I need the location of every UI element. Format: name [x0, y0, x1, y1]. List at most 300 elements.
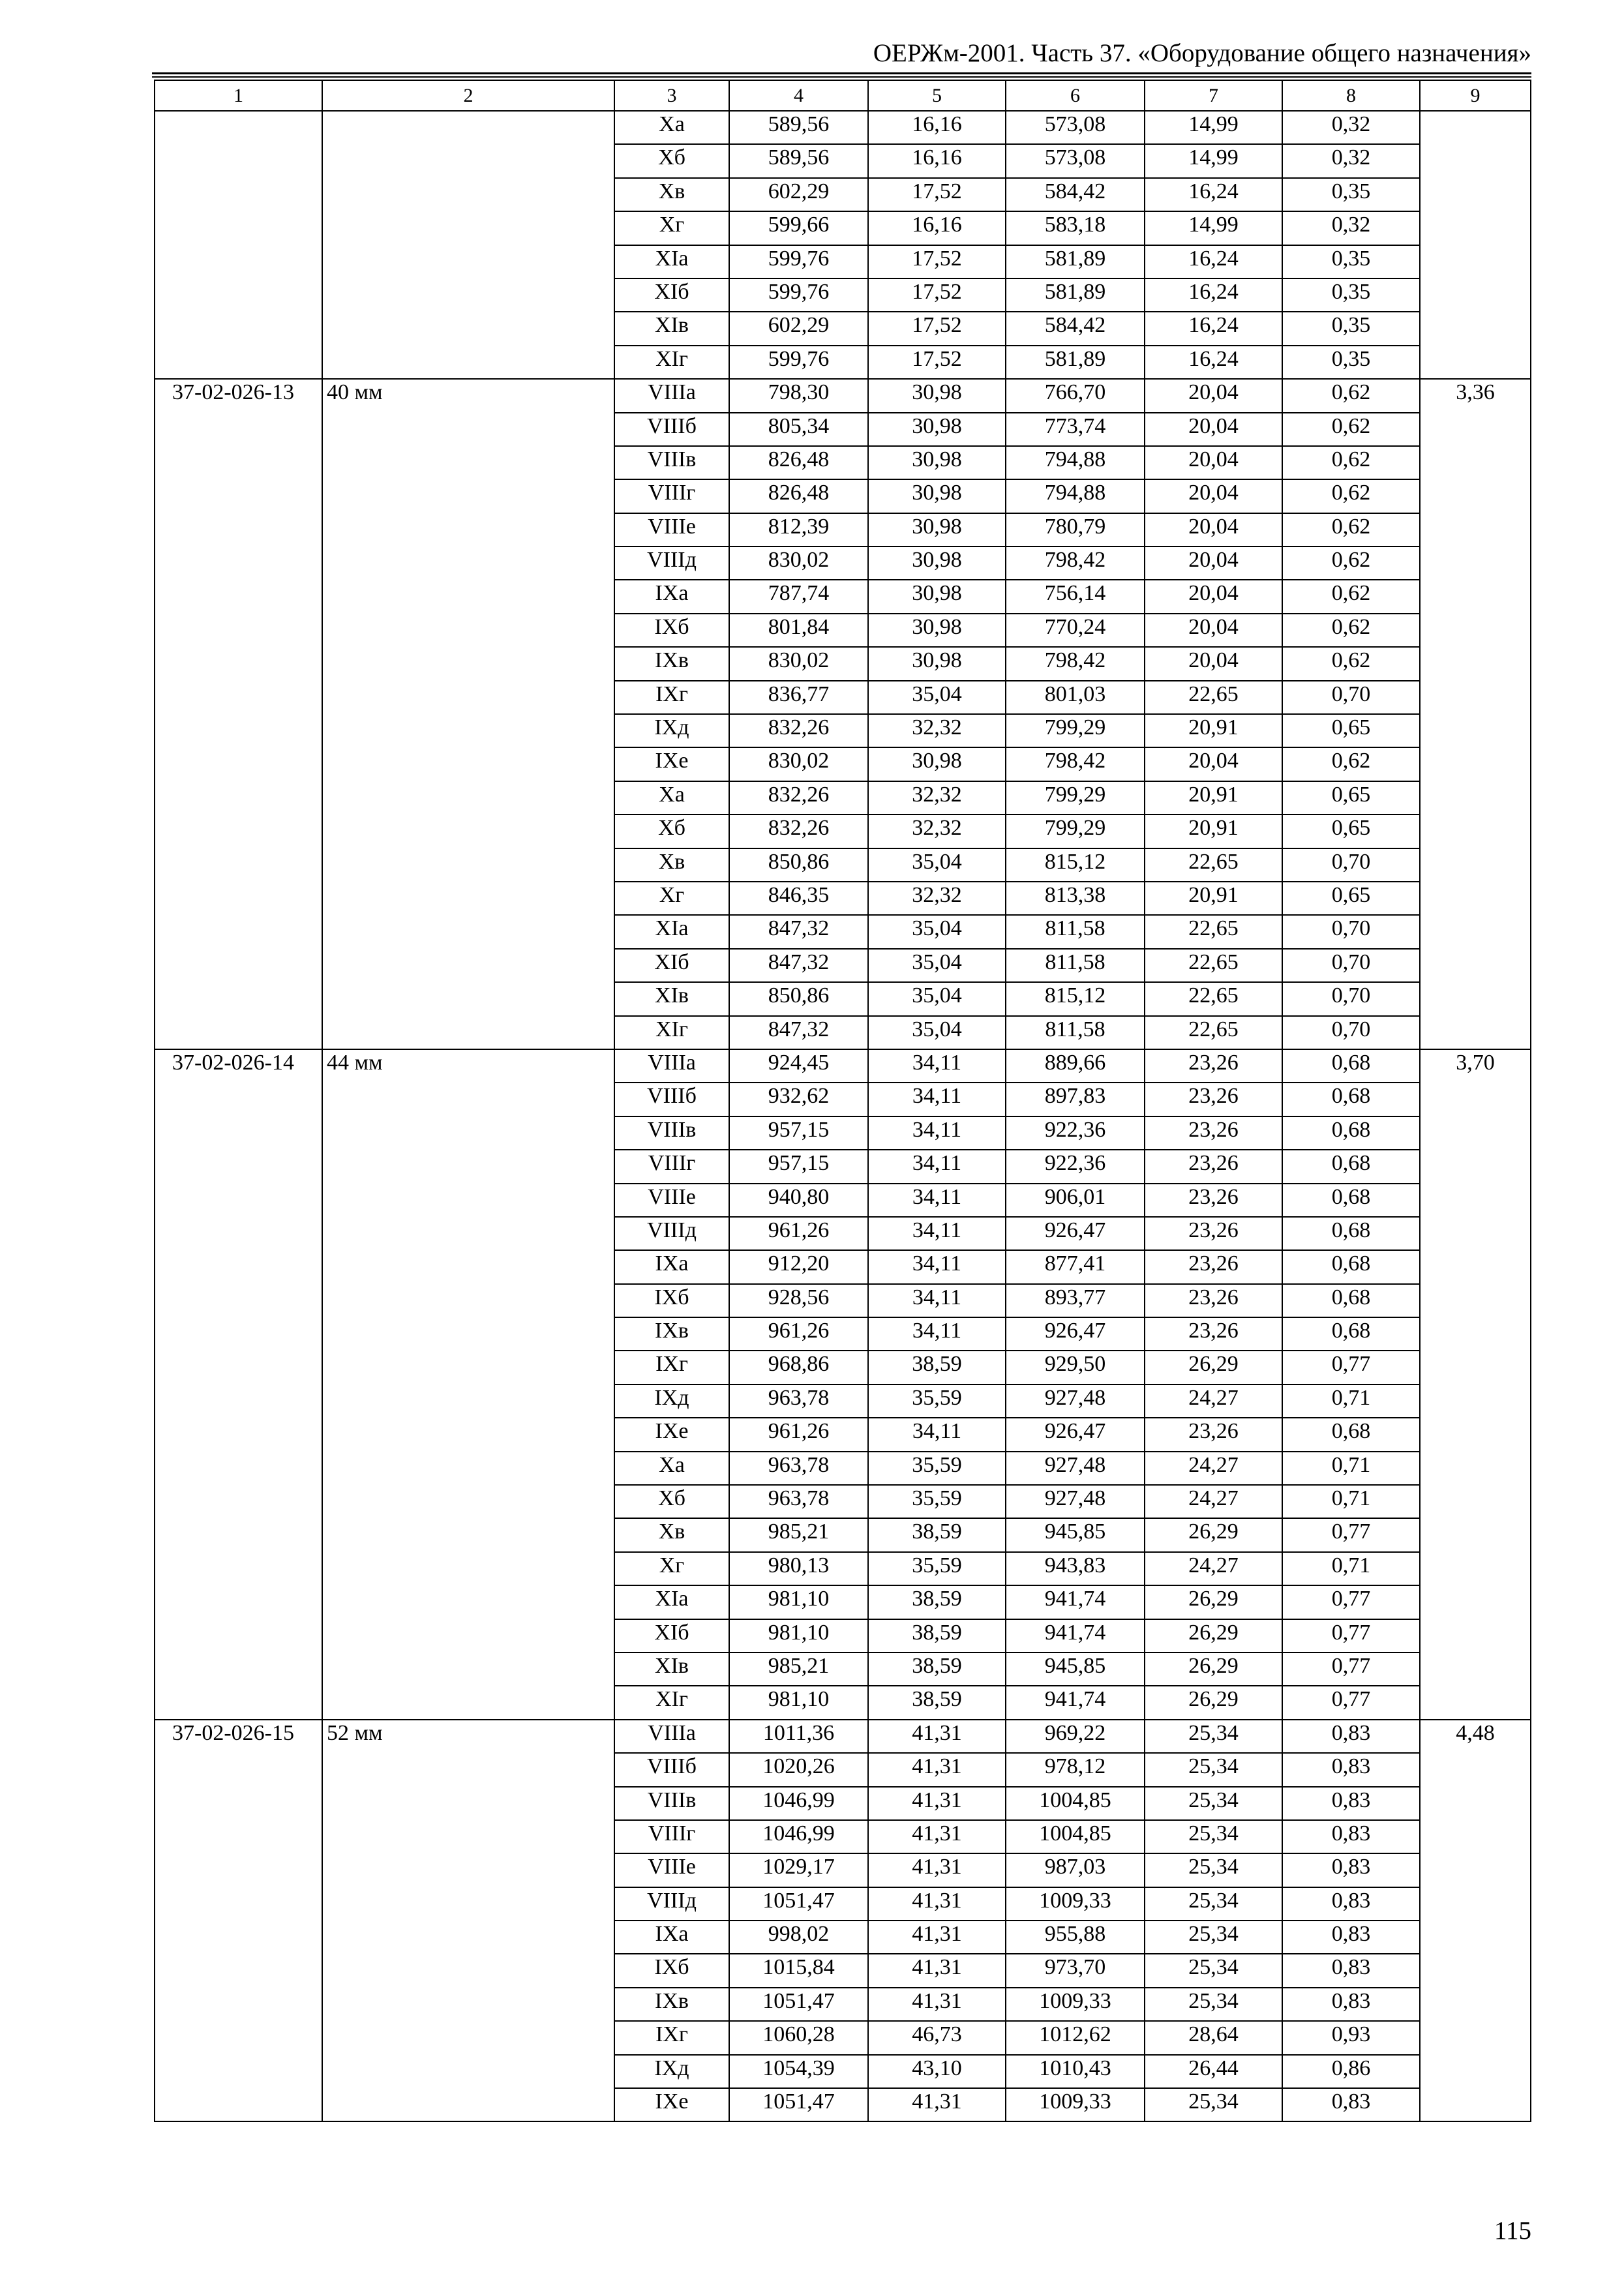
machine-hours: 0,86 [1282, 2055, 1420, 2088]
labor-hours: 20,04 [1145, 513, 1282, 546]
materials-cost: 798,42 [1006, 747, 1145, 781]
total-cost: 981,10 [729, 1619, 868, 1653]
materials-cost: 581,89 [1006, 278, 1145, 312]
materials-cost: 1012,62 [1006, 2021, 1145, 2054]
labor-wages: 41,31 [868, 2088, 1006, 2121]
machine-hours: 0,83 [1282, 1787, 1420, 1820]
table-row [155, 111, 1531, 144]
labor-hours: 25,34 [1145, 1921, 1282, 1954]
labor-wages: 35,59 [868, 1485, 1006, 1518]
machine-hours: 0,35 [1282, 346, 1420, 379]
total-cost: 985,21 [729, 1518, 868, 1551]
machine-hours: 0,35 [1282, 278, 1420, 312]
labor-wages: 30,98 [868, 479, 1006, 513]
labor-hours: 20,04 [1145, 614, 1282, 647]
total-cost: 1051,47 [729, 2088, 868, 2121]
column-number: 4 [729, 80, 868, 111]
materials-cost: 584,42 [1006, 312, 1145, 345]
category: XIв [614, 982, 729, 1015]
materials-cost: 801,03 [1006, 681, 1145, 714]
labor-wages: 30,98 [868, 413, 1006, 446]
machine-hours: 0,35 [1282, 178, 1420, 211]
total-cost: 985,21 [729, 1653, 868, 1686]
machine-hours: 0,70 [1282, 982, 1420, 1015]
total-cost: 826,48 [729, 479, 868, 513]
category: XIг [614, 1686, 729, 1719]
category: Xб [614, 144, 729, 177]
category: IXе [614, 747, 729, 781]
category: Xг [614, 1552, 729, 1585]
item-size: 52 мм [322, 1720, 614, 2122]
materials-cost: 811,58 [1006, 915, 1145, 948]
category: VIIIг [614, 1150, 729, 1183]
labor-wages: 41,31 [868, 1720, 1006, 1753]
labor-wages: 38,59 [868, 1653, 1006, 1686]
labor-wages: 34,11 [868, 1418, 1006, 1451]
labor-hours: 25,34 [1145, 2088, 1282, 2121]
materials-cost: 897,83 [1006, 1083, 1145, 1116]
category: XIб [614, 278, 729, 312]
category: IXе [614, 1418, 729, 1451]
category: IXд [614, 2055, 729, 2088]
total-cost: 932,62 [729, 1083, 868, 1116]
machine-hours: 0,83 [1282, 2088, 1420, 2121]
machine-hours: 0,77 [1282, 1619, 1420, 1653]
column-number: 8 [1282, 80, 1420, 111]
table-row [155, 1049, 1531, 1083]
category: XIв [614, 1653, 729, 1686]
category: XIг [614, 1016, 729, 1049]
total-cost: 850,86 [729, 982, 868, 1015]
total-cost: 847,32 [729, 915, 868, 948]
labor-hours: 26,44 [1145, 2055, 1282, 2088]
materials-cost: 583,18 [1006, 211, 1145, 245]
labor-hours: 22,65 [1145, 1016, 1282, 1049]
category: VIIIе [614, 513, 729, 546]
materials-cost: 906,01 [1006, 1184, 1145, 1217]
equipment-mass [1420, 111, 1531, 379]
total-cost: 599,76 [729, 245, 868, 278]
total-cost: 846,35 [729, 882, 868, 915]
category: Xг [614, 882, 729, 915]
materials-cost: 815,12 [1006, 982, 1145, 1015]
table-body [155, 80, 1531, 2121]
category: IXa [614, 580, 729, 613]
category: VIIIг [614, 479, 729, 513]
total-cost: 1060,28 [729, 2021, 868, 2054]
total-cost: 1051,47 [729, 1887, 868, 1921]
machine-hours: 0,71 [1282, 1384, 1420, 1418]
category: IXг [614, 681, 729, 714]
labor-wages: 16,16 [868, 144, 1006, 177]
labor-hours: 25,34 [1145, 1853, 1282, 1887]
total-cost: 1046,99 [729, 1787, 868, 1820]
category: VIIIб [614, 1753, 729, 1786]
labor-hours: 23,26 [1145, 1284, 1282, 1317]
machine-hours: 0,62 [1282, 379, 1420, 412]
category: Xб [614, 815, 729, 848]
category: IXд [614, 1384, 729, 1418]
machine-hours: 0,77 [1282, 1518, 1420, 1551]
machine-hours: 0,68 [1282, 1284, 1420, 1317]
materials-cost: 573,08 [1006, 144, 1145, 177]
total-cost: 599,76 [729, 346, 868, 379]
materials-cost: 941,74 [1006, 1619, 1145, 1653]
category: VIIIa [614, 1720, 729, 1753]
labor-wages: 30,98 [868, 446, 1006, 479]
total-cost: 1051,47 [729, 1988, 868, 2021]
materials-cost: 770,24 [1006, 614, 1145, 647]
header-rule-thin [152, 76, 1531, 78]
materials-cost: 889,66 [1006, 1049, 1145, 1083]
category: IXг [614, 2021, 729, 2054]
labor-hours: 20,91 [1145, 714, 1282, 747]
labor-hours: 23,26 [1145, 1217, 1282, 1250]
labor-hours: 25,34 [1145, 1954, 1282, 1987]
labor-hours: 25,34 [1145, 1753, 1282, 1786]
labor-wages: 41,31 [868, 1988, 1006, 2021]
materials-cost: 927,48 [1006, 1384, 1145, 1418]
machine-hours: 0,68 [1282, 1317, 1420, 1351]
total-cost: 961,26 [729, 1418, 868, 1451]
materials-cost: 945,85 [1006, 1518, 1145, 1551]
labor-hours: 16,24 [1145, 178, 1282, 211]
labor-wages: 38,59 [868, 1619, 1006, 1653]
total-cost: 830,02 [729, 747, 868, 781]
labor-wages: 30,98 [868, 747, 1006, 781]
total-cost: 963,78 [729, 1384, 868, 1418]
labor-wages: 30,98 [868, 580, 1006, 613]
labor-wages: 35,59 [868, 1452, 1006, 1485]
category: Xв [614, 178, 729, 211]
labor-hours: 14,99 [1145, 111, 1282, 144]
materials-cost: 811,58 [1006, 1016, 1145, 1049]
materials-cost: 794,88 [1006, 479, 1145, 513]
total-cost: 963,78 [729, 1452, 868, 1485]
category: XIг [614, 346, 729, 379]
labor-hours: 16,24 [1145, 278, 1282, 312]
category: Xa [614, 111, 729, 144]
table-row [155, 1720, 1531, 1753]
labor-wages: 41,31 [868, 1921, 1006, 1954]
labor-hours: 20,91 [1145, 815, 1282, 848]
category: IXa [614, 1921, 729, 1954]
category: VIIIг [614, 1820, 729, 1853]
category: Xб [614, 1485, 729, 1518]
machine-hours: 0,68 [1282, 1083, 1420, 1116]
machine-hours: 0,70 [1282, 915, 1420, 948]
total-cost: 928,56 [729, 1284, 868, 1317]
labor-wages: 35,59 [868, 1384, 1006, 1418]
materials-cost: 1010,43 [1006, 2055, 1145, 2088]
category: VIIIд [614, 546, 729, 580]
machine-hours: 0,70 [1282, 949, 1420, 982]
total-cost: 847,32 [729, 949, 868, 982]
materials-cost: 1009,33 [1006, 1988, 1145, 2021]
materials-cost: 799,29 [1006, 781, 1145, 815]
labor-wages: 34,11 [868, 1049, 1006, 1083]
machine-hours: 0,68 [1282, 1250, 1420, 1283]
labor-wages: 35,04 [868, 915, 1006, 948]
labor-wages: 30,98 [868, 513, 1006, 546]
machine-hours: 0,62 [1282, 647, 1420, 680]
rate-code [155, 111, 322, 379]
machine-hours: 0,83 [1282, 1887, 1420, 1921]
materials-cost: 581,89 [1006, 346, 1145, 379]
rate-code: 37-02-026-15 [155, 1720, 322, 2122]
labor-hours: 24,27 [1145, 1452, 1282, 1485]
total-cost: 832,26 [729, 815, 868, 848]
column-number: 9 [1420, 80, 1531, 111]
machine-hours: 0,68 [1282, 1184, 1420, 1217]
materials-cost: 926,47 [1006, 1317, 1145, 1351]
machine-hours: 0,32 [1282, 144, 1420, 177]
labor-hours: 26,29 [1145, 1585, 1282, 1619]
materials-cost: 756,14 [1006, 580, 1145, 613]
machine-hours: 0,71 [1282, 1452, 1420, 1485]
labor-hours: 25,34 [1145, 1787, 1282, 1820]
total-cost: 602,29 [729, 178, 868, 211]
table-row [155, 379, 1531, 412]
materials-cost: 955,88 [1006, 1921, 1145, 1954]
category: IXб [614, 1954, 729, 1987]
labor-wages: 17,52 [868, 245, 1006, 278]
category: XIa [614, 915, 729, 948]
total-cost: 589,56 [729, 111, 868, 144]
labor-wages: 30,98 [868, 647, 1006, 680]
labor-wages: 16,16 [868, 211, 1006, 245]
materials-cost: 584,42 [1006, 178, 1145, 211]
machine-hours: 0,71 [1282, 1485, 1420, 1518]
total-cost: 836,77 [729, 681, 868, 714]
labor-wages: 35,04 [868, 681, 1006, 714]
total-cost: 805,34 [729, 413, 868, 446]
labor-hours: 16,24 [1145, 346, 1282, 379]
total-cost: 957,15 [729, 1150, 868, 1183]
materials-cost: 1004,85 [1006, 1820, 1145, 1853]
category: VIIIв [614, 446, 729, 479]
machine-hours: 0,68 [1282, 1418, 1420, 1451]
labor-hours: 23,26 [1145, 1049, 1282, 1083]
labor-wages: 38,59 [868, 1585, 1006, 1619]
labor-hours: 23,26 [1145, 1083, 1282, 1116]
labor-wages: 41,31 [868, 1887, 1006, 1921]
machine-hours: 0,62 [1282, 446, 1420, 479]
category: VIIIд [614, 1887, 729, 1921]
materials-cost: 945,85 [1006, 1653, 1145, 1686]
machine-hours: 0,62 [1282, 479, 1420, 513]
labor-hours: 20,04 [1145, 379, 1282, 412]
category: VIIIб [614, 1083, 729, 1116]
category: IXе [614, 2088, 729, 2121]
machine-hours: 0,62 [1282, 580, 1420, 613]
labor-wages: 17,52 [868, 312, 1006, 345]
labor-wages: 35,59 [868, 1552, 1006, 1585]
machine-hours: 0,83 [1282, 1954, 1420, 1987]
labor-hours: 26,29 [1145, 1653, 1282, 1686]
category: XIв [614, 312, 729, 345]
labor-hours: 23,26 [1145, 1116, 1282, 1150]
item-size [322, 111, 614, 379]
labor-hours: 26,29 [1145, 1351, 1282, 1384]
total-cost: 912,20 [729, 1250, 868, 1283]
labor-hours: 23,26 [1145, 1184, 1282, 1217]
labor-hours: 20,04 [1145, 479, 1282, 513]
labor-wages: 35,04 [868, 949, 1006, 982]
labor-wages: 46,73 [868, 2021, 1006, 2054]
labor-wages: 30,98 [868, 546, 1006, 580]
total-cost: 589,56 [729, 144, 868, 177]
labor-hours: 20,04 [1145, 446, 1282, 479]
labor-wages: 38,59 [868, 1518, 1006, 1551]
labor-hours: 20,04 [1145, 413, 1282, 446]
machine-hours: 0,93 [1282, 2021, 1420, 2054]
labor-hours: 16,24 [1145, 312, 1282, 345]
labor-hours: 22,65 [1145, 982, 1282, 1015]
labor-hours: 20,04 [1145, 747, 1282, 781]
column-number: 3 [614, 80, 729, 111]
equipment-mass: 3,36 [1420, 379, 1531, 1049]
total-cost: 602,29 [729, 312, 868, 345]
machine-hours: 0,65 [1282, 781, 1420, 815]
labor-wages: 43,10 [868, 2055, 1006, 2088]
materials-cost: 927,48 [1006, 1452, 1145, 1485]
labor-hours: 25,34 [1145, 1720, 1282, 1753]
materials-cost: 922,36 [1006, 1150, 1145, 1183]
total-cost: 957,15 [729, 1116, 868, 1150]
category: Xг [614, 211, 729, 245]
materials-cost: 978,12 [1006, 1753, 1145, 1786]
materials-cost: 780,79 [1006, 513, 1145, 546]
machine-hours: 0,65 [1282, 882, 1420, 915]
labor-wages: 34,11 [868, 1217, 1006, 1250]
total-cost: 832,26 [729, 714, 868, 747]
machine-hours: 0,83 [1282, 1820, 1420, 1853]
machine-hours: 0,77 [1282, 1653, 1420, 1686]
labor-wages: 34,11 [868, 1284, 1006, 1317]
labor-hours: 28,64 [1145, 2021, 1282, 2054]
total-cost: 830,02 [729, 647, 868, 680]
total-cost: 980,13 [729, 1552, 868, 1585]
total-cost: 599,66 [729, 211, 868, 245]
labor-wages: 34,11 [868, 1150, 1006, 1183]
labor-hours: 25,34 [1145, 1988, 1282, 2021]
machine-hours: 0,35 [1282, 312, 1420, 345]
labor-wages: 34,11 [868, 1250, 1006, 1283]
labor-hours: 25,34 [1145, 1820, 1282, 1853]
category: Xa [614, 1452, 729, 1485]
category: IXб [614, 614, 729, 647]
category: XIб [614, 949, 729, 982]
materials-cost: 1009,33 [1006, 2088, 1145, 2121]
category: IXa [614, 1250, 729, 1283]
labor-hours: 20,04 [1145, 546, 1282, 580]
machine-hours: 0,77 [1282, 1585, 1420, 1619]
machine-hours: 0,71 [1282, 1552, 1420, 1585]
machine-hours: 0,32 [1282, 211, 1420, 245]
machine-hours: 0,68 [1282, 1049, 1420, 1083]
machine-hours: 0,70 [1282, 848, 1420, 882]
labor-wages: 38,59 [868, 1351, 1006, 1384]
total-cost: 924,45 [729, 1049, 868, 1083]
machine-hours: 0,77 [1282, 1351, 1420, 1384]
labor-hours: 23,26 [1145, 1317, 1282, 1351]
labor-hours: 24,27 [1145, 1485, 1282, 1518]
column-number: 2 [322, 80, 614, 111]
materials-cost: 1004,85 [1006, 1787, 1145, 1820]
rates-table [154, 80, 1531, 2122]
materials-cost: 877,41 [1006, 1250, 1145, 1283]
materials-cost: 973,70 [1006, 1954, 1145, 1987]
labor-wages: 34,11 [868, 1317, 1006, 1351]
materials-cost: 794,88 [1006, 446, 1145, 479]
column-number: 1 [155, 80, 322, 111]
page-number: 115 [1494, 2217, 1531, 2245]
materials-cost: 941,74 [1006, 1585, 1145, 1619]
total-cost: 1011,36 [729, 1720, 868, 1753]
machine-hours: 0,62 [1282, 413, 1420, 446]
labor-hours: 20,04 [1145, 580, 1282, 613]
labor-wages: 32,32 [868, 815, 1006, 848]
labor-wages: 41,31 [868, 1753, 1006, 1786]
labor-hours: 25,34 [1145, 1887, 1282, 1921]
total-cost: 798,30 [729, 379, 868, 412]
category: IXд [614, 714, 729, 747]
labor-hours: 24,27 [1145, 1552, 1282, 1585]
labor-wages: 32,32 [868, 714, 1006, 747]
category: VIIIе [614, 1184, 729, 1217]
category: VIIIa [614, 1049, 729, 1083]
materials-cost: 799,29 [1006, 714, 1145, 747]
machine-hours: 0,68 [1282, 1116, 1420, 1150]
materials-cost: 943,83 [1006, 1552, 1145, 1585]
category: IXв [614, 647, 729, 680]
total-cost: 981,10 [729, 1585, 868, 1619]
total-cost: 1020,26 [729, 1753, 868, 1786]
equipment-mass: 3,70 [1420, 1049, 1531, 1720]
total-cost: 961,26 [729, 1317, 868, 1351]
machine-hours: 0,65 [1282, 815, 1420, 848]
labor-wages: 32,32 [868, 882, 1006, 915]
materials-cost: 1009,33 [1006, 1887, 1145, 1921]
labor-wages: 17,52 [868, 178, 1006, 211]
labor-wages: 34,11 [868, 1083, 1006, 1116]
category: IXв [614, 1988, 729, 2021]
labor-hours: 23,26 [1145, 1250, 1282, 1283]
materials-cost: 922,36 [1006, 1116, 1145, 1150]
labor-hours: 26,29 [1145, 1619, 1282, 1653]
machine-hours: 0,83 [1282, 1921, 1420, 1954]
materials-cost: 773,74 [1006, 413, 1145, 446]
materials-cost: 815,12 [1006, 848, 1145, 882]
materials-cost: 766,70 [1006, 379, 1145, 412]
labor-wages: 30,98 [868, 614, 1006, 647]
machine-hours: 0,83 [1282, 1988, 1420, 2021]
machine-hours: 0,68 [1282, 1217, 1420, 1250]
column-number: 6 [1006, 80, 1145, 111]
labor-hours: 20,04 [1145, 647, 1282, 680]
column-number: 7 [1145, 80, 1282, 111]
materials-cost: 926,47 [1006, 1217, 1145, 1250]
total-cost: 981,10 [729, 1686, 868, 1719]
materials-cost: 893,77 [1006, 1284, 1145, 1317]
machine-hours: 0,32 [1282, 111, 1420, 144]
category: IXв [614, 1317, 729, 1351]
total-cost: 961,26 [729, 1217, 868, 1250]
labor-hours: 22,65 [1145, 949, 1282, 982]
total-cost: 1054,39 [729, 2055, 868, 2088]
labor-hours: 14,99 [1145, 211, 1282, 245]
